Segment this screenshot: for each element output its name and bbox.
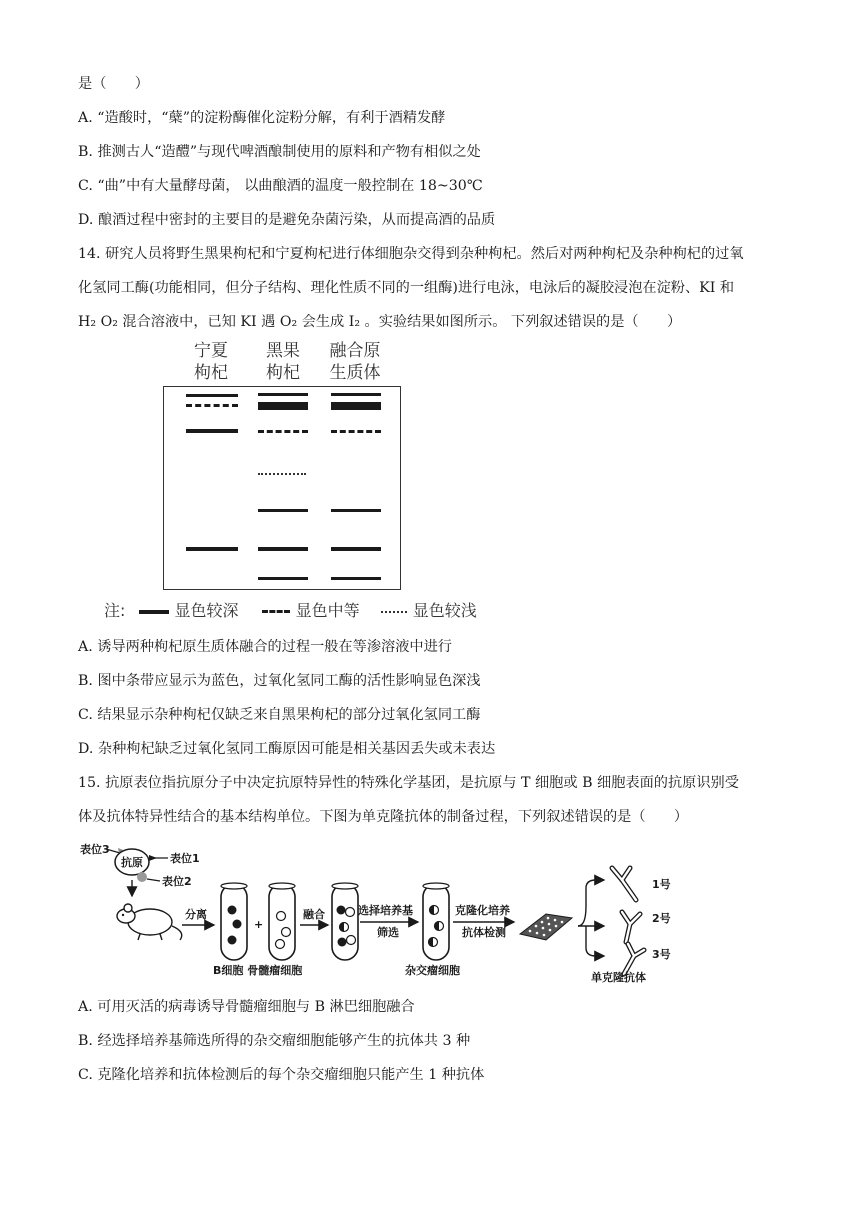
gel-band [258,430,308,433]
bcell-myeloma-label: B细胞 骨髓瘤细胞 [213,964,303,977]
antigen-label: 抗原 [121,856,143,869]
gel-band [331,393,381,396]
legend-deep-swatch [139,610,169,614]
antibody-3-label: 3号 [652,948,671,961]
gel-frame [163,386,401,590]
svg-text:+: + [254,918,264,931]
q14-stem-line3: H₂ O₂ 混合溶液中，已知 KI 遇 O₂ 会生成 I₂ 。实验结果如图所示。 下列叙述错误的是（ ） [78,314,682,330]
q14-option-b: B. 图中条带应显示为蓝色，过氧化氢同工酶的活性影响显色深浅 [78,673,481,689]
gel-band [258,393,308,396]
q13-option-d: D. 酿酒过程中密封的主要目的是避免杂菌污染，从而提高酒的品质 [78,212,496,228]
gel-band [186,394,238,397]
mouse-icon [117,904,182,940]
q14-stem-line2: 化氢同工酶(功能相同，但分子结构、理化性质不同的一组酶)进行电泳，电泳后的凝胶浸泡在淀粉、KI 和 [78,280,735,296]
legend-light-label: 显色较浅 [412,601,477,620]
q14-option-a: A. 诱导两种枸杞原生质体融合的过程一般在等渗溶液中进行 [78,639,452,655]
q15-option-a: A. 可用灭活的病毒诱导骨髓瘤细胞与 B 淋巴细胞融合 [78,999,415,1015]
gel-col3-header: 融合原 生质体 [329,341,381,383]
gel-band [186,429,238,433]
q15-stem-line1: 15. 抗原表位指抗原分子中决定抗原特异性的特殊化学基团，是抗原与 T 细胞或 B 细胞表面的抗原识别受 [78,775,739,791]
legend-prefix: 注: [104,601,126,620]
hybridoma-tube [423,883,449,960]
epitope2-label: 表位2 [162,875,192,888]
q13-option-a: A. “造酸时，“蘖”的淀粉酶催化淀粉分解，有利于酒精发酵 [78,110,446,126]
legend-light-swatch [381,611,407,613]
legend-deep-label: 显色较深 [174,601,239,620]
gel-band [331,547,381,551]
gel-band [258,402,308,410]
q14-option-c: C. 结果显示杂种枸杞仅缺乏来自黑果枸杞的部分过氧化氢同工酶 [78,707,481,723]
gel-band [331,577,381,580]
separate-label: 分离 [185,908,207,921]
q15-stem-line2: 体及抗体特异性结合的基本结构单位。下图为单克隆抗体的制备过程，下列叙述错误的是（ ） [78,809,689,825]
epitope2-shape [137,872,147,882]
mab-label: 单克隆抗体 [591,971,646,984]
gel-band [258,577,308,580]
hybridoma-label: 杂交瘤细胞 [405,964,460,977]
epitope3-label: 表位3 [80,843,110,856]
fuse-label: 融合 [303,908,325,921]
mab-diagram [0,836,860,986]
gel-band [258,473,306,475]
antibody-1-label: 1号 [652,878,671,891]
gel-col2-header: 黑果 枸杞 [266,341,300,383]
b-cell-tube [221,883,247,960]
antibody-test-label: 抗体检测 [462,926,506,939]
gel-legend [104,598,477,621]
q14-stem-line1: 14. 研究人员将野生黑果枸杞和宁夏枸杞进行体细胞杂交得到杂种枸杞。然后对两种枸杞及杂种枸杞的过氧 [78,246,744,262]
gel-col1-header: 宁夏 枸杞 [194,341,228,383]
fusion-tube [332,883,358,960]
legend-medium-label: 显色中等 [295,601,360,620]
epitope1-label: 表位1 [170,852,200,865]
q14-option-d: D. 杂种枸杞缺乏过氧化氢同工酶原因可能是相关基因丢失或未表达 [78,741,496,757]
gel-band [331,402,381,410]
gel-band [331,509,381,512]
q13-option-b: B. 推测古人“造醴”与现代啤酒酿制使用的原料和产物有相似之处 [78,144,481,160]
q15-option-b: B. 经选择培养基筛选所得的杂交瘤细胞能够产生的抗体共 3 种 [78,1033,471,1049]
gel-band [186,547,238,551]
gel-band [331,430,381,433]
antibody-2-label: 2号 [652,912,671,925]
screen-label: 筛选 [377,926,399,939]
select-medium-label: 选择培养基 [358,904,413,917]
myeloma-tube [269,883,295,960]
q13-option-c: C. “曲”中有大量酵母菌， 以曲酿酒的温度一般控制在 18~30℃ [78,178,483,194]
gel-band [258,509,308,512]
q13-tail: 是（ ） [78,76,149,92]
well-plate-icon [520,914,572,940]
legend-medium-swatch [262,610,290,613]
gel-band [186,404,238,407]
q15-option-c: C. 克隆化培养和抗体检测后的每个杂交瘤细胞只能产生 1 种抗体 [78,1067,485,1083]
clone-culture-label: 克隆化培养 [455,904,510,917]
gel-band [258,547,308,551]
